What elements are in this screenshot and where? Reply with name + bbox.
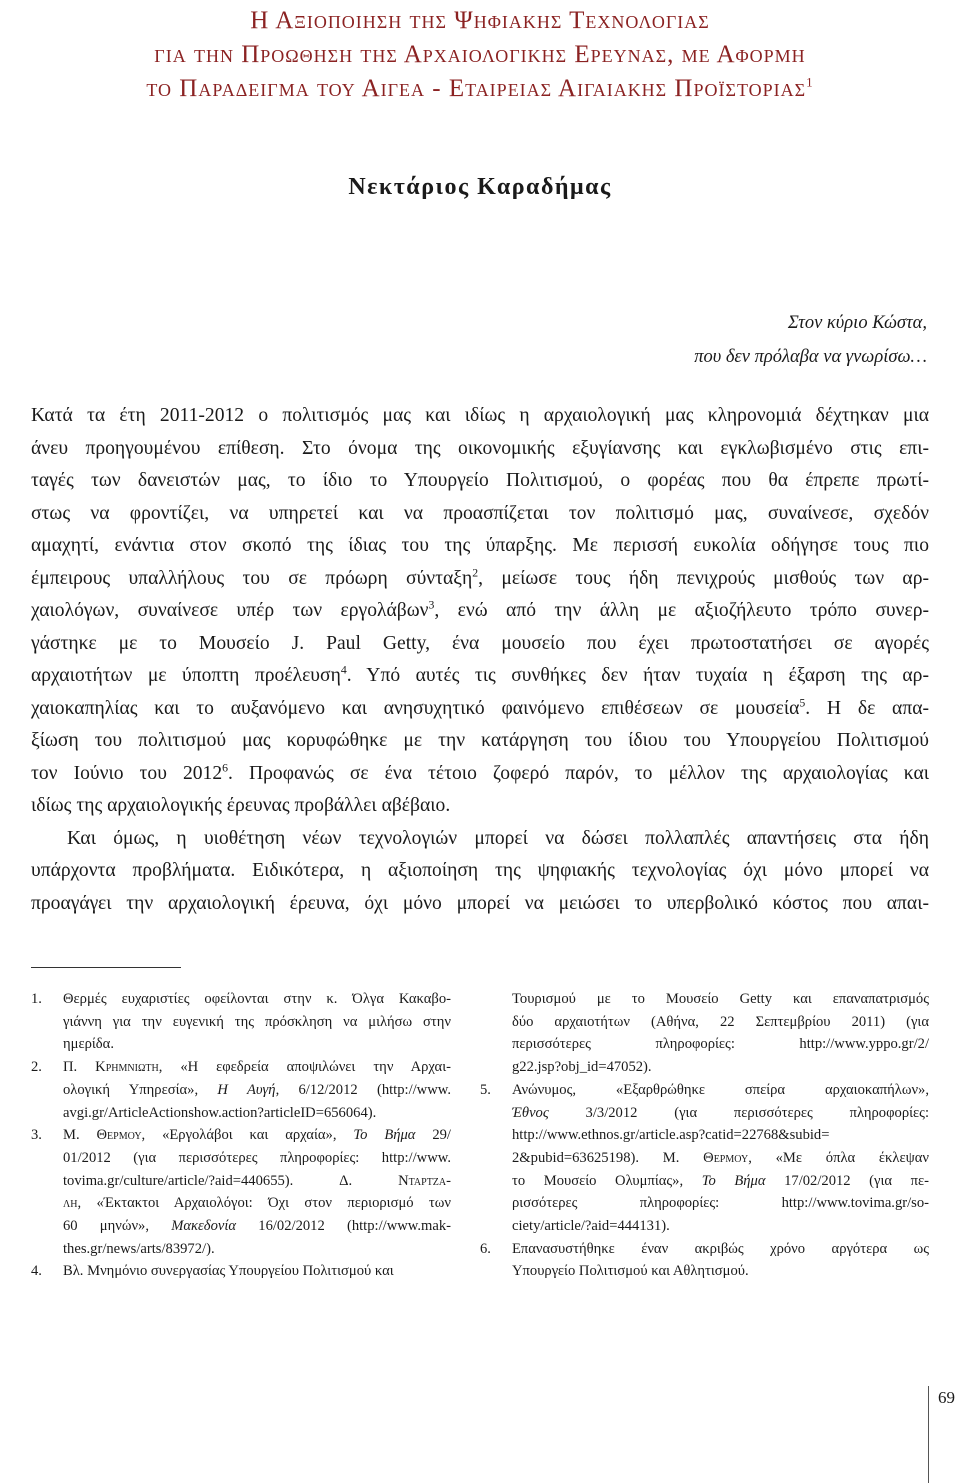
article-title	[0, 4, 960, 106]
footnote	[31, 1056, 451, 1124]
footnote-line: Π. Κρημνιωτη, «Η εφεδρεία αποψιλώνει την Αρχαι-	[63, 1059, 451, 1076]
title-line: για την Προωθηση της Αρχαιολογικης Ερευνας, με Αφορμη	[154, 41, 806, 68]
footnote-ref[interactable]: 3	[428, 598, 435, 612]
footnote-line: 60 μηνών», Μακεδονία 16/02/2012 (http://www.mak-	[63, 1218, 451, 1235]
footnote-number: 4.	[31, 1263, 42, 1280]
dedication-line: Στον κύριο Κώστα,	[787, 313, 927, 333]
text-line: άνευ προηγουμένου επίθεση. Στο όνομα της οικονομικής εξυγίανσης και εγκλωβισμένο στις επι-	[31, 437, 929, 459]
footnote-line: γιάννη για την ευγενική της πρόσκληση να μιλήσω στην	[63, 1013, 451, 1030]
footnote	[31, 988, 451, 1056]
footnote-line: ρισσότερες πληροφορίες: http://www.tovima.gr/so-	[512, 1195, 929, 1212]
footnote-ref[interactable]: 1	[806, 74, 814, 90]
text-line: γάστηκε με το Μουσείο J. Paul Getty, ένα μουσείο που έχει πρωτοστατήσει σε αγορές	[31, 632, 929, 654]
text-line: ιδίως της αρχαιολογικής έρευνας προβάλλει αβέβαιο.	[31, 795, 451, 816]
text-line: αμαχητί, ενάντια στον σκοπό της ίδιας του της ύπαρξης. Με περισσή ευκολία οδήγησε τους πιο	[31, 535, 929, 556]
article-body	[31, 400, 929, 920]
text-line: τον Ιούνιο του 2012$^6$. Προφανώς σε ένα τέτοιο ζοφερό παρόν, το μέλλον της αρχαιολογίας και	[31, 760, 929, 784]
footnote-number: 2.	[31, 1059, 42, 1076]
text-line: υπάρχοντα προβλήματα. Ειδικότερα, η αξιοποίηση της ψηφιακής τεχνολογίας όχι μόνο μπορεί να	[31, 860, 929, 881]
footnote-line: Μ. Θερμου, «Εργολάβοι και αρχαία», Το Βήμα 29/	[63, 1127, 451, 1144]
footnote-number: 1.	[31, 991, 42, 1007]
footnote	[480, 1238, 929, 1283]
footnote	[31, 1260, 451, 1283]
text-line: Και όμως, η υιοθέτηση νέων τεχνολογιών μπορεί να δώσει πολλαπλές απαντήσεις στα ήδη	[67, 827, 929, 849]
dedication-line: που δεν πρόλαβα να γνωρίσω…	[694, 347, 927, 367]
title-line: το Παραδειγμα του Αιγεα - Εταιρειας Αιγαιακης Προϊστοριας$^1$	[146, 74, 814, 102]
footnote-line: λη, «Έκτακτοι Αρχαιολόγοι: Όχι στον περιορισμό των	[63, 1195, 451, 1212]
text-line: ξίωση του πολιτισμού μας κορυφώθηκε με την κατάργηση του ίδιου του Υπουργείου Πολιτισμού	[31, 730, 929, 751]
page-number-rule	[928, 1386, 929, 1483]
footnote-line: Θερμές ευχαριστίες οφείλονται στην κ. Όλγα Κακαβο-	[63, 991, 451, 1007]
footnote-line: Επανασυστήθηκε έναν ακριβώς χρόνο αργότερα ως	[512, 1240, 929, 1257]
footnote-line: avgi.gr/ArticleActionshow.action?articleID=656064).	[63, 1104, 377, 1121]
footnote-ref[interactable]: 4	[340, 663, 347, 677]
text-line: στως να φροντίζει, να υπηρετεί και να προασπίζεται τον πολιτισμό μας, συναίνεσε, σχεδόν	[31, 502, 929, 524]
footnote-line: ημερίδα.	[63, 1036, 114, 1053]
text-line: προαγάγει την αρχαιολογική έρευνα, όχι μόνο μπορεί να μειώσει το υπερβολικό κόστος που απαι-	[31, 892, 929, 914]
footnotes-column-right	[480, 988, 929, 1283]
footnote-line: thes.gr/news/arts/83972/).	[63, 1240, 215, 1257]
title-line: Η Αξιοποιηση της Ψηφιακης Τεχνολογιας	[250, 7, 710, 34]
footnote-line: δύο αρχαιοτήτων (Αθήνα, 22 Σεπτεμβρίου 2011) (για	[512, 1013, 929, 1030]
footnote-line: tovima.gr/culture/article/?aid=440655). Δ. Νταρτζα-	[63, 1172, 451, 1189]
footnote-line: g22.jsp?obj_id=47052).	[512, 1059, 652, 1076]
footnote-ref[interactable]: 6	[222, 760, 229, 774]
footnote-ref[interactable]: 5	[799, 695, 806, 709]
footnote-line: Τουρισμού με το Μουσείο Getty και επαναπατρισμός	[512, 991, 929, 1007]
body-paragraph	[31, 823, 929, 921]
footnote-line: ολογική Υπηρεσία», Η Αυγή, 6/12/2012 (http://www.	[63, 1081, 452, 1098]
text-line: χαιοκαπηλίας και το αυξανόμενο και ανησυχητικό φαινόμενο επιθέσεων σε μουσεία$^5$. Η δε απα-	[31, 695, 930, 719]
footnote	[31, 1124, 451, 1260]
footnote-line: Έθνος 3/3/2012 (για περισσότερες πληροφορίες:	[512, 1104, 929, 1121]
footnote-line: Βλ. Μνημόνιο συνεργασίας Υπουργείου Πολιτισμού και	[63, 1263, 394, 1280]
footnote-separator	[31, 967, 181, 968]
footnote-number: 6.	[480, 1240, 491, 1257]
text-line: έμπειρους υπαλλήλους του σε πρόωρη σύνταξη$^2$, μείωσε τους ήδη πενιχρούς μισθούς των αρ-	[31, 565, 929, 589]
footnote-line: περισσότερες πληροφορίες: http://www.yppo.gr/2/	[512, 1036, 929, 1053]
footnote-line: ciety/article/?aid=444131).	[512, 1218, 670, 1235]
author-name: Νεκτάριος Καραδήμας	[348, 174, 612, 200]
footnotes-column-left	[31, 988, 451, 1283]
footnote-continued	[480, 988, 929, 1079]
footnote-line: Υπουργείο Πολιτισμού και Αθλητισμού.	[512, 1263, 749, 1280]
text-line: Κατά τα έτη 2011-2012 ο πολιτισμός μας και ιδίως η αρχαιολογική μας κληρονομιά δέχτηκαν μια	[31, 405, 929, 426]
text-line: χαιολόγων, συναίνεσε υπέρ των εργολάβων$^3$, ενώ από την άλλη με αξιοζήλευτο τρόπο συνερ-	[31, 598, 929, 621]
footnote-ref[interactable]: 2	[472, 565, 479, 579]
footnote-line: Ανώνυμος, «Εξαρθρώθηκε σπείρα αρχαιοκαπήλων»,	[512, 1081, 929, 1098]
footnote-number: 5.	[480, 1081, 491, 1098]
footnote-line: 01/2012 (για περισσότερες πληροφορίες: http://www.	[63, 1149, 451, 1166]
footnote-number: 3.	[31, 1127, 42, 1144]
text-line: αρχαιοτήτων με ύποπτη προέλευση$^4$. Υπό αυτές τις συνθήκες δεν ήταν τυχαία η έξαρση της αρ-	[31, 663, 929, 686]
footnote-line: http://www.ethnos.gr/article.asp?catid=22768&subid=	[512, 1127, 830, 1144]
body-paragraph	[31, 400, 929, 823]
footnote	[480, 1079, 929, 1238]
text-line: ταγές των δανειστών μας, το ίδιο το Υπουργείο Πολιτισμού, ο φορέας που θα έπρεπε πρωτί-	[31, 470, 929, 491]
footnote-line: το Μουσείο Ολυμπίας», Το Βήμα 17/02/2012 (για πε-	[512, 1172, 929, 1189]
dedication	[694, 306, 927, 374]
footnote-line: 2&pubid=63625198). Μ. Θερμου, «Με όπλα έκλεψαν	[512, 1149, 929, 1166]
page-number: 69	[938, 1388, 955, 1407]
